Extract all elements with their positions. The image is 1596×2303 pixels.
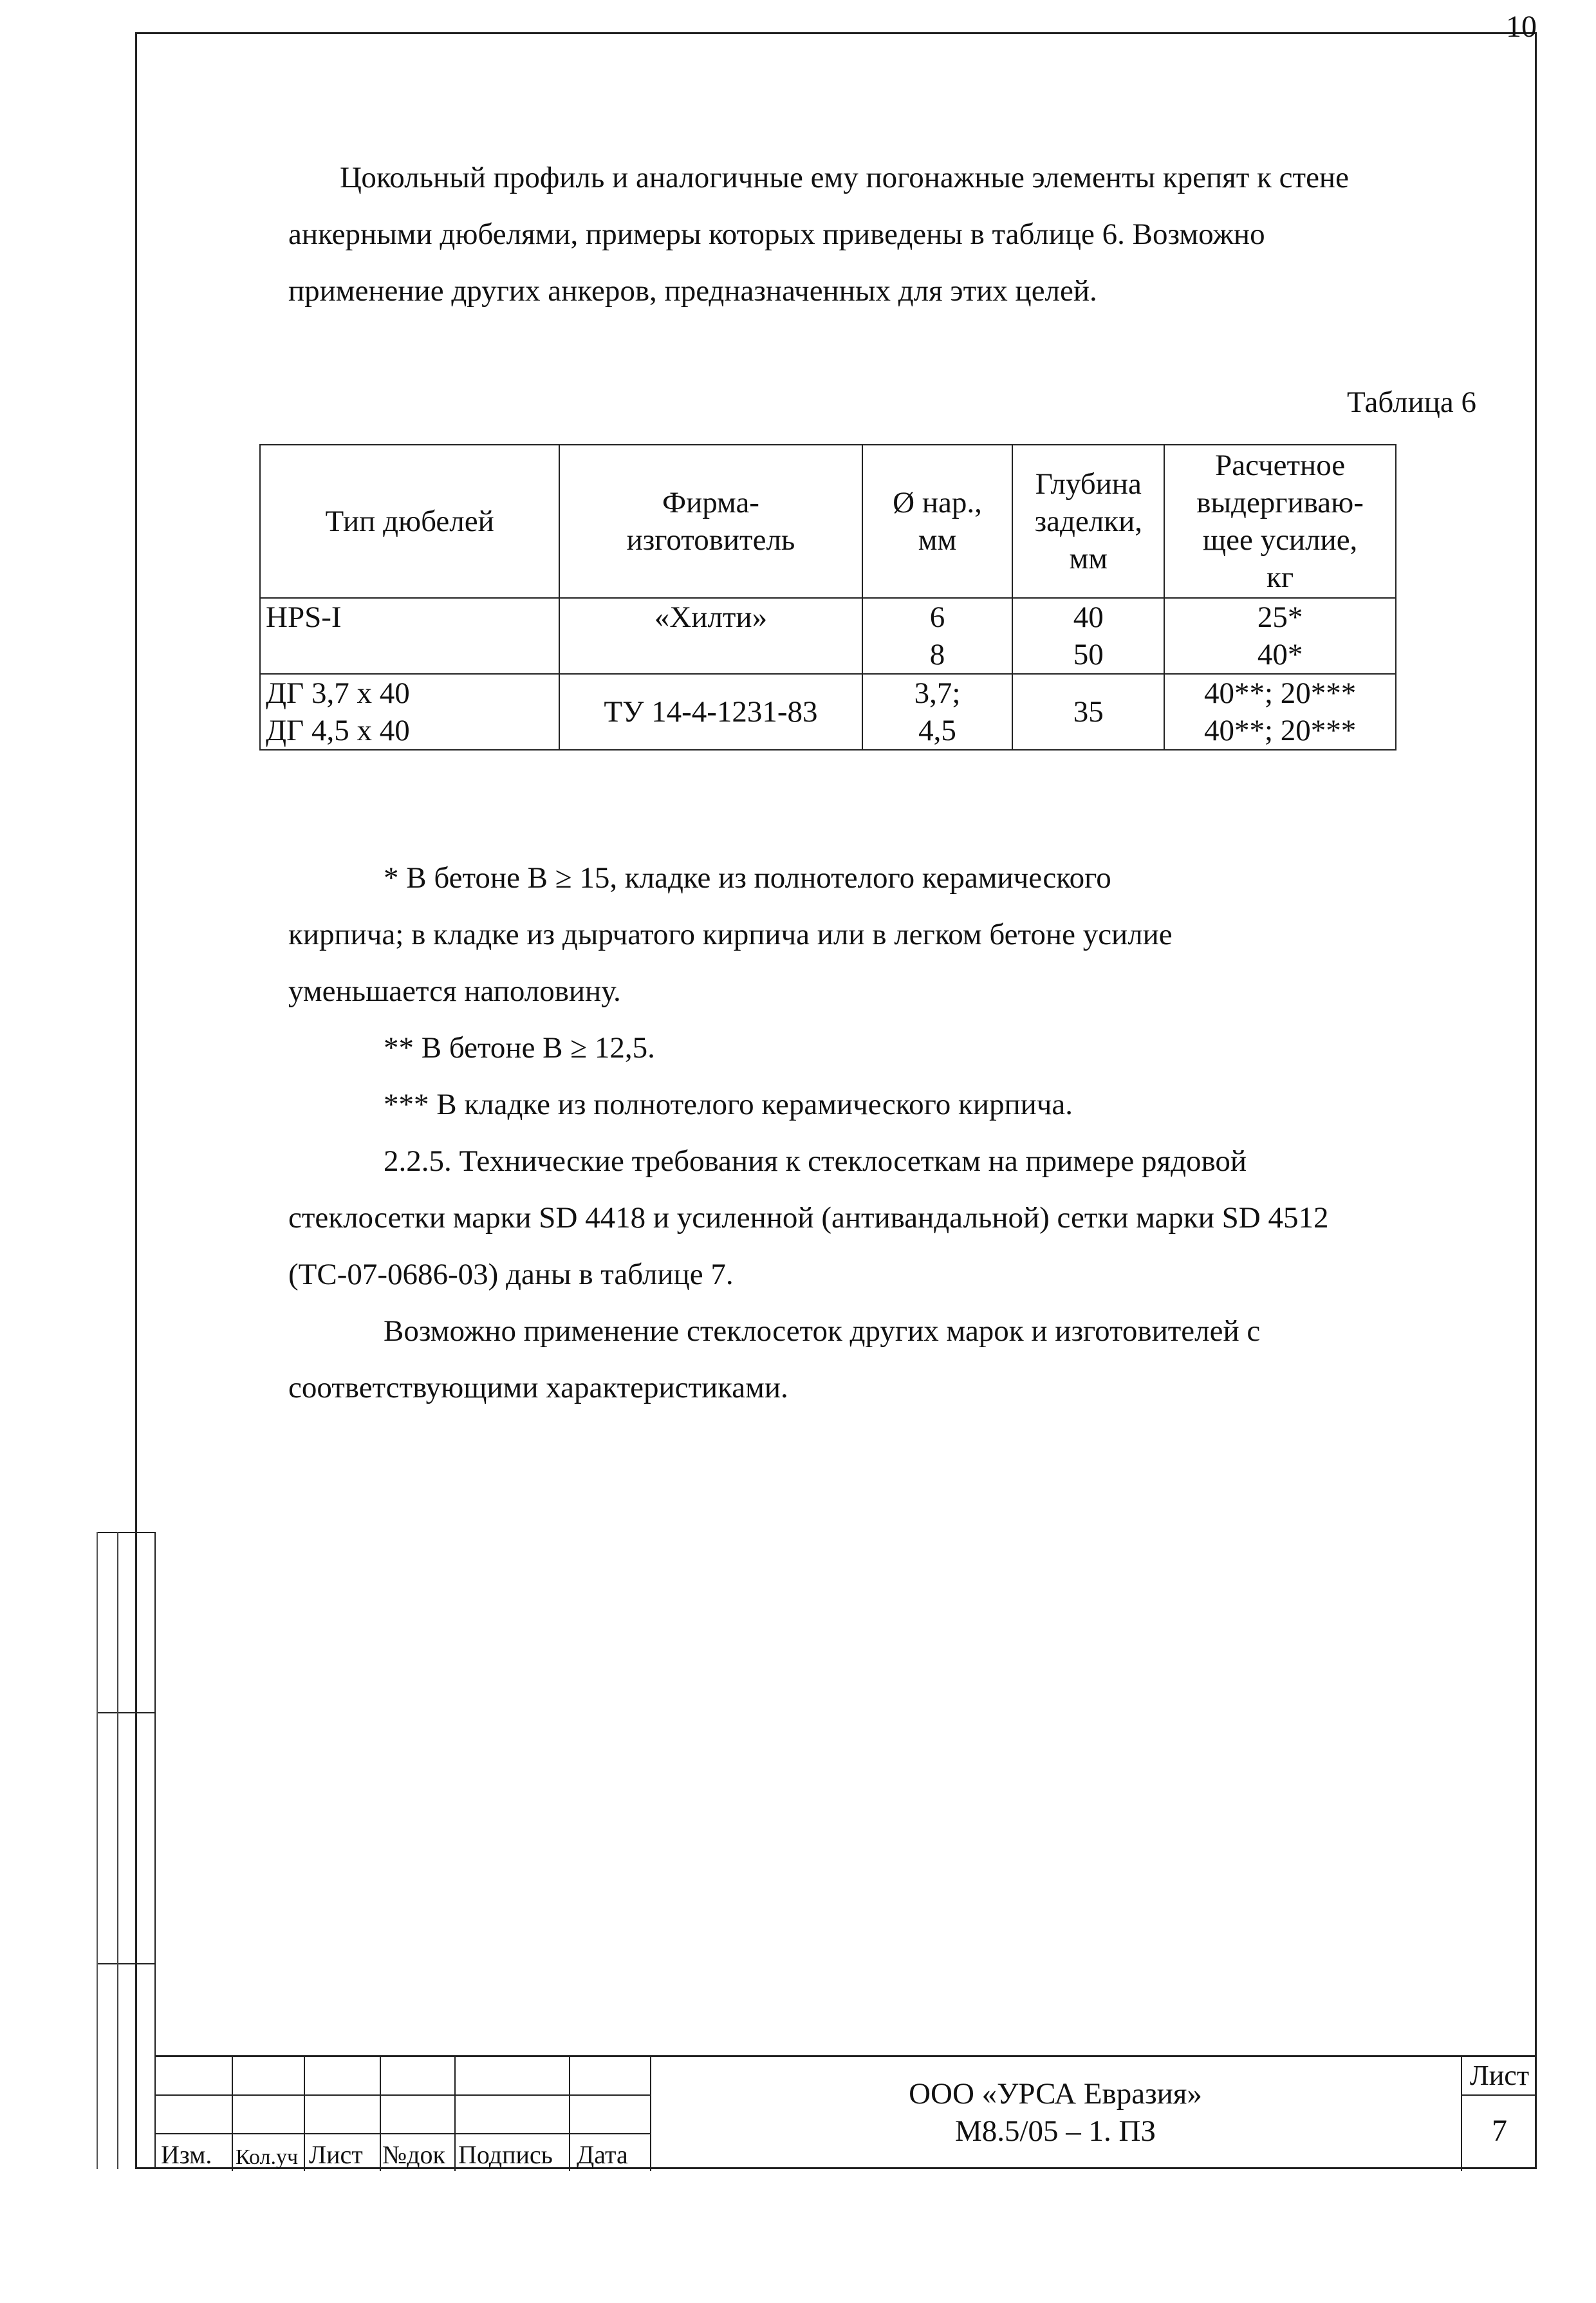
table-cell: «Хилти» (559, 598, 862, 674)
table-caption: Таблица 6 (1347, 386, 1477, 419)
page-number: 10 (1506, 10, 1537, 44)
binding-strip (97, 1532, 156, 2169)
table-cell: 6 8 (862, 598, 1013, 674)
table-cell: 25* 40* (1164, 598, 1396, 674)
paragraph-line: 2.2.5. Технические требования к стеклосеткам на примере рядовой (384, 1144, 1247, 1178)
table-cell: 3,7; 4,5 (862, 674, 1013, 750)
paragraph-2-2-5 (288, 1133, 1411, 1303)
header-cell: Глубина заделки, мм (1012, 445, 1164, 598)
note-3: *** В кладке из полнотелого керамического кирпича. (384, 1088, 1073, 1121)
sheet-box (1461, 2057, 1537, 2171)
paragraph-line: соответствующими характеристиками. (288, 1371, 788, 1404)
table-row (260, 674, 1396, 750)
document-code: М8.5/05 – 1. ПЗ (954, 2114, 1156, 2148)
table-cell: 35 (1012, 674, 1164, 750)
table-cell: ДГ 3,7 х 40 ДГ 4,5 х 40 (260, 674, 559, 750)
title-block (154, 2055, 1537, 2171)
intro-line: анкерными дюбелями, примеры которых приведены в таблице 6. Возможно (288, 218, 1265, 251)
stamp-col-label: Подпись (458, 2140, 553, 2169)
sheet-number: 7 (1492, 2114, 1507, 2148)
header-cell: Расчетное выдергиваю- щее усилие, кг (1164, 445, 1396, 598)
company-name: ООО «УРСА Евразия» (909, 2077, 1202, 2111)
header-cell: Ø нар., мм (862, 445, 1013, 598)
intro-line: Цокольный профиль и аналогичные ему погонажные элементы крепят к стене (340, 161, 1349, 194)
dowel-table (259, 444, 1396, 751)
table-cell: HPS-I (260, 598, 559, 674)
table-cell: ТУ 14-4-1231-83 (559, 674, 862, 750)
header-cell: Фирма- изготовитель (559, 445, 862, 598)
stamp-col-label: Лист (309, 2140, 363, 2169)
table-row (260, 598, 1396, 674)
stamp-col-label: Изм. (161, 2140, 212, 2169)
paragraph-line: Возможно применение стеклосеток других марок и изготовителей с (384, 1314, 1261, 1348)
closing-paragraph (288, 1303, 1411, 1416)
stamp-col-label: Дата (577, 2140, 628, 2169)
note-2: ** В бетоне В ≥ 12,5. (384, 1031, 655, 1065)
table-cell: 40 50 (1012, 598, 1164, 674)
table-header-row (260, 445, 1396, 598)
stamp-col-label: №док (382, 2140, 445, 2169)
header-cell: Тип дюбелей (260, 445, 559, 598)
stamp-col-label: Кол.уч (236, 2145, 299, 2169)
table-cell: 40**; 20*** 40**; 20*** (1164, 674, 1396, 750)
note-line: * В бетоне В ≥ 15, кладке из полнотелого керамического (384, 861, 1111, 895)
sheet-label: Лист (1462, 2057, 1537, 2096)
paragraph-line: (ТС-07-0686-03) даны в таблице 7. (288, 1258, 734, 1291)
intro-paragraph (288, 149, 1411, 319)
note-line: кирпича; в кладке из дырчатого кирпича или в легком бетоне усилие (288, 918, 1173, 951)
intro-line: применение других анкеров, предназначенных для этих целей. (288, 274, 1097, 308)
note-1 (288, 850, 1303, 1020)
paragraph-line: стеклосетки марки SD 4418 и усиленной (антивандальной) сетки марки SD 4512 (288, 1201, 1329, 1235)
stamp-designation (650, 2057, 1461, 2171)
note-line: уменьшается наполовину. (288, 974, 621, 1008)
